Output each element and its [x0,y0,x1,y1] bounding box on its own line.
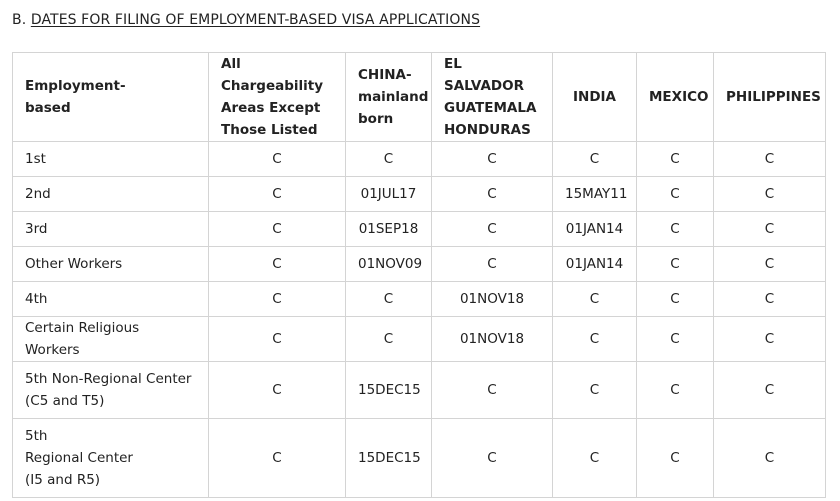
row-category-cell: 5th Regional Center (I5 and R5) [13,419,209,498]
date-cell: C [209,419,346,498]
date-cell: C [432,419,553,498]
row-category-cell: 2nd [13,177,209,212]
table-body [13,142,826,498]
col-header-el-salvador-guatemala-honduras: EL SALVADOR GUATEMALA HONDURAS [432,53,553,142]
table-row [13,282,826,317]
date-cell: 15DEC15 [346,419,432,498]
date-cell: C [553,282,637,317]
date-cell: C [209,317,346,362]
date-cell: 01NOV18 [432,282,553,317]
row-category-cell: Other Workers [13,247,209,282]
date-cell: C [714,177,826,212]
date-cell: 15MAY11 [553,177,637,212]
header-row [13,53,826,142]
date-cell: C [637,142,714,177]
row-category-cell: 4th [13,282,209,317]
col-header-philippines: PHILIPPINES [714,53,826,142]
col-header-mexico: MEXICO [637,53,714,142]
section-prefix: B. [12,12,27,28]
date-cell: C [432,362,553,419]
date-cell: 01NOV09 [346,247,432,282]
date-cell: C [209,282,346,317]
section-heading [12,12,480,28]
row-category-cell: 3rd [13,212,209,247]
date-cell: 15DEC15 [346,362,432,419]
date-cell: 01JAN14 [553,212,637,247]
date-cell: C [209,142,346,177]
date-cell: C [209,362,346,419]
date-cell: C [637,317,714,362]
date-cell: C [432,177,553,212]
date-cell: C [209,177,346,212]
section-title: DATES FOR FILING OF EMPLOYMENT-BASED VISA APPLICATIONS [30,12,481,28]
date-cell: C [714,317,826,362]
date-cell: C [637,177,714,212]
row-category-cell: 1st [13,142,209,177]
table-row [13,419,826,498]
date-cell: C [714,419,826,498]
date-cell: C [432,247,553,282]
table-row [13,247,826,282]
table-row [13,362,826,419]
date-cell: C [432,212,553,247]
date-cell: C [553,142,637,177]
date-cell: 01NOV18 [432,317,553,362]
date-cell: C [553,362,637,419]
date-cell: C [346,317,432,362]
table-row [13,212,826,247]
date-cell: C [637,247,714,282]
date-cell: 01SEP18 [346,212,432,247]
date-cell: C [714,212,826,247]
table-row [13,142,826,177]
date-cell: C [432,142,553,177]
dates-for-filing-table [12,52,826,498]
date-cell: C [637,362,714,419]
row-category-cell: Certain Religious Workers [13,317,209,362]
date-cell: C [553,317,637,362]
date-cell: C [714,282,826,317]
date-cell: 01JAN14 [553,247,637,282]
table-row [13,177,826,212]
date-cell: 01JUL17 [346,177,432,212]
date-cell: C [553,419,637,498]
col-header-employment-based: Employment- based [13,53,209,142]
date-cell: C [714,362,826,419]
table-row [13,317,826,362]
row-category-cell: 5th Non-Regional Center (C5 and T5) [13,362,209,419]
date-cell: C [714,142,826,177]
date-cell: C [637,419,714,498]
col-header-china: CHINA- mainland born [346,53,432,142]
col-header-all-chargeability: All Chargeability Areas Except Those Listed [209,53,346,142]
date-cell: C [209,247,346,282]
date-cell: C [637,212,714,247]
date-cell: C [209,212,346,247]
date-cell: C [346,282,432,317]
col-header-india: INDIA [553,53,637,142]
date-cell: C [714,247,826,282]
date-cell: C [346,142,432,177]
date-cell: C [637,282,714,317]
